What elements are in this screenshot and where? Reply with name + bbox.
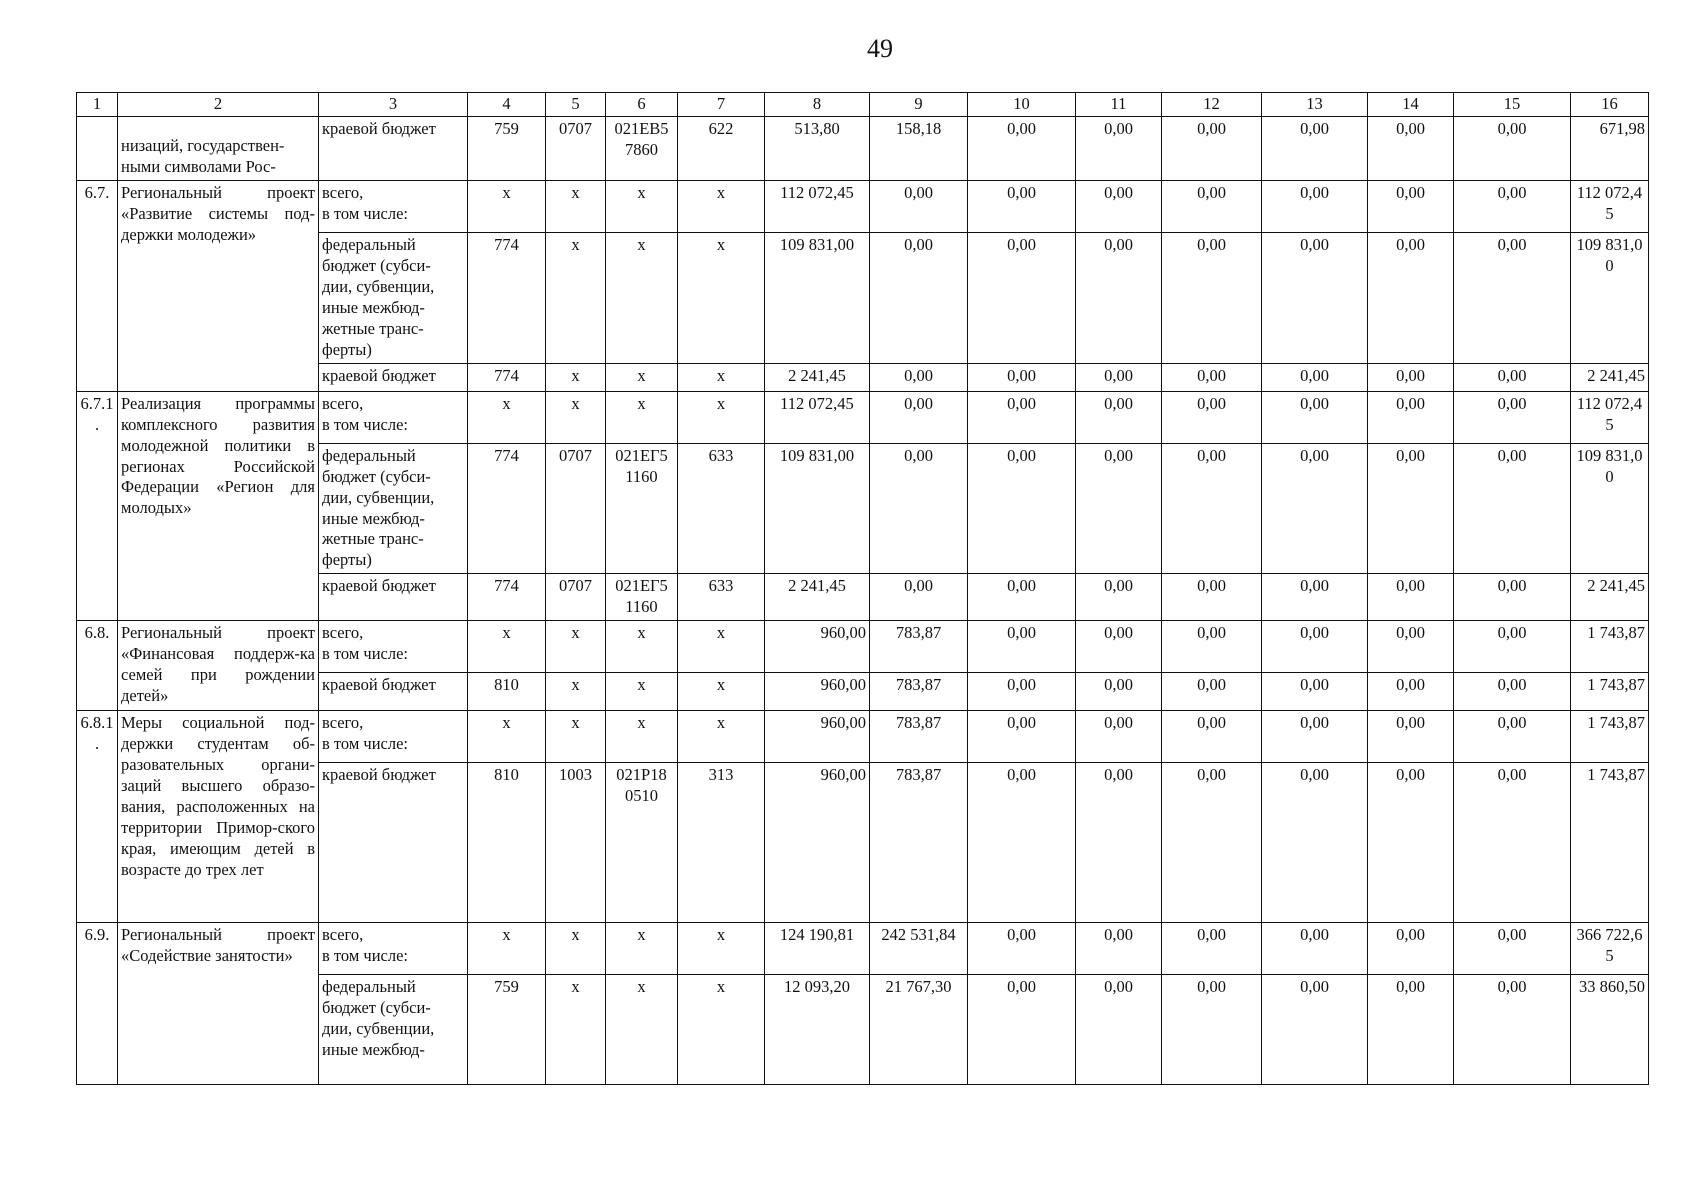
cell-col14: 0,00 [1368,621,1454,673]
cell-col8: 2 241,45 [765,574,870,621]
cell-col16: 1 743,87 [1571,621,1649,673]
cell-col14: 0,00 [1368,673,1454,711]
budget-table [76,92,1649,1085]
column-number: 11 [1076,93,1162,117]
cell-col4: 774 [468,363,546,391]
cell-col11: 0,00 [1076,975,1162,1085]
cell-col7: 313 [678,763,765,923]
cell-col11: 0,00 [1076,180,1162,232]
cell-col9: 21 767,30 [870,975,968,1085]
cell-col14: 0,00 [1368,923,1454,975]
cell-col8: 109 831,00 [765,443,870,574]
cell-col10: 0,00 [968,363,1076,391]
funding-source: всего, в том числе: [319,621,468,673]
row-name: Реализация программы комплексного развития молодежной политики в регионах Российской Федерации «Регион для молодых» [118,391,319,621]
row-name: низаций, государствен- ными символами Рос- [118,116,319,180]
cell-col8: 12 093,20 [765,975,870,1085]
cell-col4: 810 [468,763,546,923]
cell-col16: 33 860,50 [1571,975,1649,1085]
cell-col8: 960,00 [765,673,870,711]
cell-col7: x [678,621,765,673]
cell-col9: 0,00 [870,443,968,574]
cell-col13: 0,00 [1262,711,1368,763]
cell-col13: 0,00 [1262,391,1368,443]
cell-col16: 1 743,87 [1571,673,1649,711]
cell-col16: 109 831,0 0 [1571,443,1649,574]
cell-col7: x [678,180,765,232]
cell-col10: 0,00 [968,232,1076,363]
cell-col15: 0,00 [1454,673,1571,711]
cell-col16: 1 743,87 [1571,763,1649,923]
cell-col7: 633 [678,574,765,621]
row-code: 6.9. [77,923,118,1085]
cell-col16: 112 072,4 5 [1571,391,1649,443]
cell-col6: x [606,673,678,711]
column-number: 6 [606,93,678,117]
cell-col15: 0,00 [1454,621,1571,673]
funding-source: краевой бюджет [319,574,468,621]
cell-col5: x [546,180,606,232]
cell-col10: 0,00 [968,711,1076,763]
cell-col12: 0,00 [1162,975,1262,1085]
cell-col6: x [606,621,678,673]
cell-col14: 0,00 [1368,116,1454,180]
cell-col15: 0,00 [1454,116,1571,180]
cell-col9: 783,87 [870,621,968,673]
cell-col11: 0,00 [1076,711,1162,763]
cell-col6: 021P18 0510 [606,763,678,923]
cell-col11: 0,00 [1076,574,1162,621]
cell-col13: 0,00 [1262,363,1368,391]
cell-col12: 0,00 [1162,232,1262,363]
column-number: 9 [870,93,968,117]
cell-col4: x [468,621,546,673]
cell-col13: 0,00 [1262,621,1368,673]
cell-col4: x [468,923,546,975]
row-name: Региональный проект «Финансовая поддерж-ка семей при рождении детей» [118,621,319,711]
cell-col8: 960,00 [765,711,870,763]
cell-col11: 0,00 [1076,763,1162,923]
cell-col10: 0,00 [968,763,1076,923]
cell-col14: 0,00 [1368,443,1454,574]
cell-col14: 0,00 [1368,391,1454,443]
column-number-row [77,93,1649,117]
funding-source: всего, в том числе: [319,923,468,975]
cell-col4: x [468,711,546,763]
cell-col11: 0,00 [1076,673,1162,711]
cell-col13: 0,00 [1262,232,1368,363]
cell-col9: 0,00 [870,180,968,232]
cell-col6: x [606,391,678,443]
column-number: 4 [468,93,546,117]
row-code: 6.8. [77,621,118,711]
cell-col10: 0,00 [968,443,1076,574]
column-number: 16 [1571,93,1649,117]
row-code: 6.8.1 . [77,711,118,923]
row-name: Меры социальной под-держки студентам об-разовательных органи-заций высшего образо-вания, расположенных на территории Примор-ского края, имеющим детей в возрасте до трех лет [118,711,319,923]
cell-col14: 0,00 [1368,180,1454,232]
cell-col9: 242 531,84 [870,923,968,975]
cell-col14: 0,00 [1368,574,1454,621]
cell-col12: 0,00 [1162,673,1262,711]
cell-col15: 0,00 [1454,923,1571,975]
cell-col5: x [546,923,606,975]
cell-col15: 0,00 [1454,391,1571,443]
cell-col12: 0,00 [1162,443,1262,574]
cell-col10: 0,00 [968,574,1076,621]
funding-source: федеральный бюджет (субси- дии, субвенции, иные межбюд- жетные транс- ферты) [319,232,468,363]
cell-col7: x [678,232,765,363]
funding-source: всего, в том числе: [319,391,468,443]
cell-col16: 671,98 [1571,116,1649,180]
cell-col7: x [678,673,765,711]
cell-col4: 774 [468,574,546,621]
cell-col9: 783,87 [870,673,968,711]
column-number: 7 [678,93,765,117]
table-row [77,923,1649,975]
cell-col7: x [678,391,765,443]
cell-col11: 0,00 [1076,443,1162,574]
cell-col11: 0,00 [1076,621,1162,673]
cell-col4: 759 [468,116,546,180]
cell-col9: 158,18 [870,116,968,180]
cell-col5: x [546,673,606,711]
cell-col10: 0,00 [968,975,1076,1085]
funding-source: краевой бюджет [319,363,468,391]
column-number: 5 [546,93,606,117]
funding-source: федеральный бюджет (субси- дии, субвенции, иные межбюд- жетные транс- ферты) [319,443,468,574]
cell-col10: 0,00 [968,180,1076,232]
page-number: 49 [867,34,893,63]
cell-col5: x [546,363,606,391]
cell-col10: 0,00 [968,116,1076,180]
cell-col14: 0,00 [1368,711,1454,763]
cell-col10: 0,00 [968,673,1076,711]
cell-col8: 513,80 [765,116,870,180]
cell-col4: x [468,180,546,232]
cell-col9: 0,00 [870,574,968,621]
cell-col5: x [546,711,606,763]
cell-col5: x [546,391,606,443]
cell-col10: 0,00 [968,621,1076,673]
cell-col8: 112 072,45 [765,391,870,443]
cell-col16: 1 743,87 [1571,711,1649,763]
cell-col9: 0,00 [870,363,968,391]
cell-col11: 0,00 [1076,232,1162,363]
cell-col8: 2 241,45 [765,363,870,391]
cell-col12: 0,00 [1162,711,1262,763]
cell-col9: 783,87 [870,763,968,923]
cell-col12: 0,00 [1162,574,1262,621]
cell-col13: 0,00 [1262,975,1368,1085]
cell-col6: x [606,180,678,232]
cell-col12: 0,00 [1162,621,1262,673]
funding-source: краевой бюджет [319,673,468,711]
cell-col8: 124 190,81 [765,923,870,975]
funding-source: краевой бюджет [319,763,468,923]
cell-col11: 0,00 [1076,363,1162,391]
funding-source: всего, в том числе: [319,711,468,763]
cell-col7: x [678,711,765,763]
cell-col12: 0,00 [1162,923,1262,975]
cell-col8: 960,00 [765,763,870,923]
table-row [77,711,1649,763]
cell-col15: 0,00 [1454,180,1571,232]
cell-col8: 960,00 [765,621,870,673]
cell-col5: x [546,621,606,673]
cell-col5: 0707 [546,116,606,180]
cell-col6: x [606,363,678,391]
column-number: 8 [765,93,870,117]
cell-col14: 0,00 [1368,232,1454,363]
cell-col13: 0,00 [1262,180,1368,232]
cell-col15: 0,00 [1454,574,1571,621]
cell-col15: 0,00 [1454,711,1571,763]
cell-col12: 0,00 [1162,116,1262,180]
cell-col13: 0,00 [1262,763,1368,923]
column-number: 2 [118,93,319,117]
funding-source: всего, в том числе: [319,180,468,232]
cell-col16: 2 241,45 [1571,574,1649,621]
cell-col12: 0,00 [1162,363,1262,391]
cell-col11: 0,00 [1076,391,1162,443]
cell-col13: 0,00 [1262,443,1368,574]
cell-col13: 0,00 [1262,673,1368,711]
cell-col6: x [606,711,678,763]
cell-col5: x [546,975,606,1085]
cell-col6: 021EB5 7860 [606,116,678,180]
cell-col14: 0,00 [1368,975,1454,1085]
row-code: 6.7. [77,180,118,391]
cell-col15: 0,00 [1454,443,1571,574]
cell-col11: 0,00 [1076,116,1162,180]
table-row [77,116,1649,180]
cell-col10: 0,00 [968,391,1076,443]
column-number: 10 [968,93,1076,117]
cell-col7: 633 [678,443,765,574]
cell-col12: 0,00 [1162,391,1262,443]
cell-col14: 0,00 [1368,763,1454,923]
cell-col13: 0,00 [1262,116,1368,180]
cell-col6: x [606,232,678,363]
cell-col7: 622 [678,116,765,180]
cell-col15: 0,00 [1454,763,1571,923]
cell-col15: 0,00 [1454,363,1571,391]
cell-col15: 0,00 [1454,232,1571,363]
cell-col9: 783,87 [870,711,968,763]
cell-col6: x [606,975,678,1085]
cell-col13: 0,00 [1262,574,1368,621]
cell-col9: 0,00 [870,391,968,443]
cell-col4: 774 [468,443,546,574]
cell-col14: 0,00 [1368,363,1454,391]
column-number: 13 [1262,93,1368,117]
cell-col5: 1003 [546,763,606,923]
cell-col10: 0,00 [968,923,1076,975]
cell-col11: 0,00 [1076,923,1162,975]
cell-col16: 112 072,4 5 [1571,180,1649,232]
cell-col4: 759 [468,975,546,1085]
funding-source: федеральный бюджет (субси- дии, субвенции, иные межбюд- [319,975,468,1085]
cell-col5: 0707 [546,443,606,574]
row-name: Региональный проект «Развитие системы под-держки молодежи» [118,180,319,391]
cell-col5: x [546,232,606,363]
cell-col15: 0,00 [1454,975,1571,1085]
cell-col5: 0707 [546,574,606,621]
row-code: 6.7.1 . [77,391,118,621]
cell-col7: x [678,923,765,975]
column-number: 14 [1368,93,1454,117]
cell-col4: x [468,391,546,443]
cell-col7: x [678,363,765,391]
cell-col16: 2 241,45 [1571,363,1649,391]
table-row [77,180,1649,232]
cell-col12: 0,00 [1162,763,1262,923]
cell-col12: 0,00 [1162,180,1262,232]
funding-source: краевой бюджет [319,116,468,180]
cell-col4: 810 [468,673,546,711]
cell-col4: 774 [468,232,546,363]
row-name: Региональный проект «Содействие занятости» [118,923,319,1085]
column-number: 15 [1454,93,1571,117]
cell-col8: 109 831,00 [765,232,870,363]
cell-col7: x [678,975,765,1085]
column-number: 12 [1162,93,1262,117]
cell-col6: 021ЕГ5 1160 [606,574,678,621]
table-row [77,621,1649,673]
table-row [77,391,1649,443]
cell-col8: 112 072,45 [765,180,870,232]
column-number: 3 [319,93,468,117]
cell-col9: 0,00 [870,232,968,363]
cell-col6: 021ЕГ5 1160 [606,443,678,574]
row-code [77,116,118,180]
cell-col16: 366 722,6 5 [1571,923,1649,975]
cell-col13: 0,00 [1262,923,1368,975]
column-number: 1 [77,93,118,117]
cell-col16: 109 831,0 0 [1571,232,1649,363]
cell-col6: x [606,923,678,975]
